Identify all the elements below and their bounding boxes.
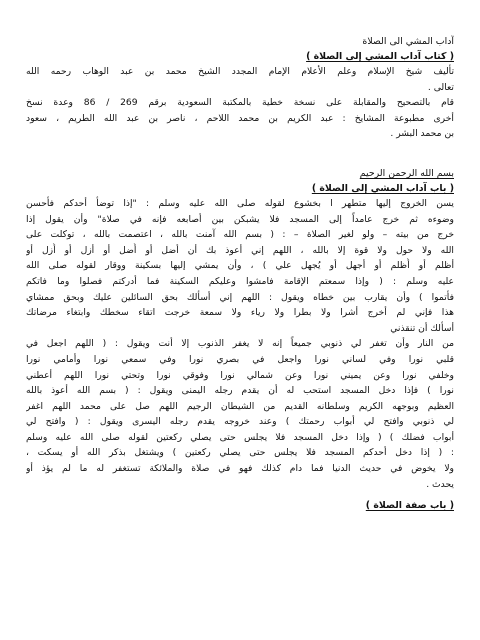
body-line: وضوءه ثم خرج عامداً إلى المسجد فلا يشبكن بين أصابعه فإنه في صلاة" وأن يقول إذا	[26, 213, 454, 225]
document-title: آداب المشي الى الصلاة	[362, 36, 454, 47]
next-chapter-heading: ( باب صفة الصلاة )	[365, 500, 454, 512]
document-page	[26, 34, 454, 513]
intro-line: قام بالتصحيح والمقابلة على نسخة خطية بالمكتبة السعودية برقم 269 / 86 وعدة نسخ	[26, 97, 454, 109]
body-line: أظلم أو أُظلم أو أجهل أو يُجهل علي ) ، وأن يمشي إليها بسكينة ووقار لقوله صلى الله	[26, 260, 454, 272]
basmala: بسم الله الرحمن الرحيم	[359, 167, 454, 179]
body-line: هذا فإني لم أخرج أشرا ولا بطرا ولا رياء ولا سمعة خرجت اتقاء سخطك وابتغاء مرضاتك	[26, 307, 454, 319]
body-line: لي ذنوبي وافتح لي أبواب رحمتك ) وعند خروجه يقدم رجله اليسرى ويقول : ( وافتح لي	[26, 416, 454, 428]
body-line: : ( إذا دخل أحدكم المسجد فلا يجلس حتى يصلي ركعتين ) ويشتغل بذكر الله أو يسكت ،	[26, 447, 454, 459]
body-line: أبواب فضلك ) ( وإذا دخل المسجد فلا يجلس حتى يصلي ركعتين لقوله صلى الله عليه وسلم	[26, 431, 454, 443]
body-line: وخلفي نورا وعن يميني نورا وعن شمالي نورا وفوقي نورا وتحتي نورا اللهم أعطني	[26, 369, 454, 381]
body-line: عليه وسلم : ( وإذا سمعتم الإقامة فامشوا وعليكم السكينة فما أدركتم فصلوا وما فاتكم	[26, 275, 454, 287]
body-line: أسألك أن تنقذني	[390, 322, 454, 334]
body-line: الله ولا حول ولا قوة إلا بالله ، اللهم إني أعوذ بك أن أضل أو أُضل أو أزل أو أُزل أو	[26, 244, 454, 256]
body-line: يحدث .	[426, 478, 454, 490]
body-line: يسن الخروج إليها متطهر ا بخشوع لقوله صلى الله عليه وسلم : "إذا توضأ أحدكم فأحسن	[26, 197, 454, 209]
body-line: فأتموا ) وأن يقارب بين خطاه ويقول : اللهم إني أسألك بحق السائلين عليك وبحق ممشاي	[26, 291, 454, 303]
intro-line: أخرى مطبوعة المشايخ : عبد الكريم بن محمد اللاحم ، ناصر بن عبد الله الطريم ، سعود	[26, 112, 454, 124]
body-line: العظيم وبوجهه الكريم وسلطانه القديم من الشيطان الرجيم اللهم صل على محمد اللهم اغفر	[26, 400, 454, 412]
intro-line: تأليف شيخ الإسلام وعلم الأعلام الإمام المجدد الشيخ محمد بن عبد الوهاب رحمه الله	[26, 66, 454, 77]
body-line: قلبي نورا وفي لساني نورا واجعل في بصري نورا وفي سمعي نورا وأمامي نورا	[26, 353, 454, 365]
body-line: نورا ) فإذا دخل المسجد استحب له أن يقدم رجله اليمنى ويقول : ( بسم الله أعوذ بالله	[26, 385, 454, 397]
section-gap	[26, 142, 454, 166]
body-line: خرج من بيته – ولو لغير الصلاة – : ( بسم الله آمنت بالله ، اعتصمت بالله ، توكلت على	[26, 229, 454, 241]
body-line: من النار وأن تغفر لي ذنوبي جميعاً إنه لا يغفر الذنوب إلا أنت ويقول : ( اللهم اجعل في	[26, 338, 454, 350]
book-heading: ( كتاب آداب المشي إلى الصلاة )	[306, 51, 454, 62]
intro-line: بن محمد البشر .	[390, 128, 454, 140]
intro-line: تعالى .	[427, 81, 454, 93]
body-line: ولا يخوض في حديث الدنيا فما دام كذلك فهو في صلاة والملائكة تستغفر له ما لم يؤذ أو	[26, 463, 454, 475]
chapter-body	[26, 196, 454, 492]
chapter-heading: ( باب آداب المشي إلى الصلاة )	[311, 182, 454, 194]
